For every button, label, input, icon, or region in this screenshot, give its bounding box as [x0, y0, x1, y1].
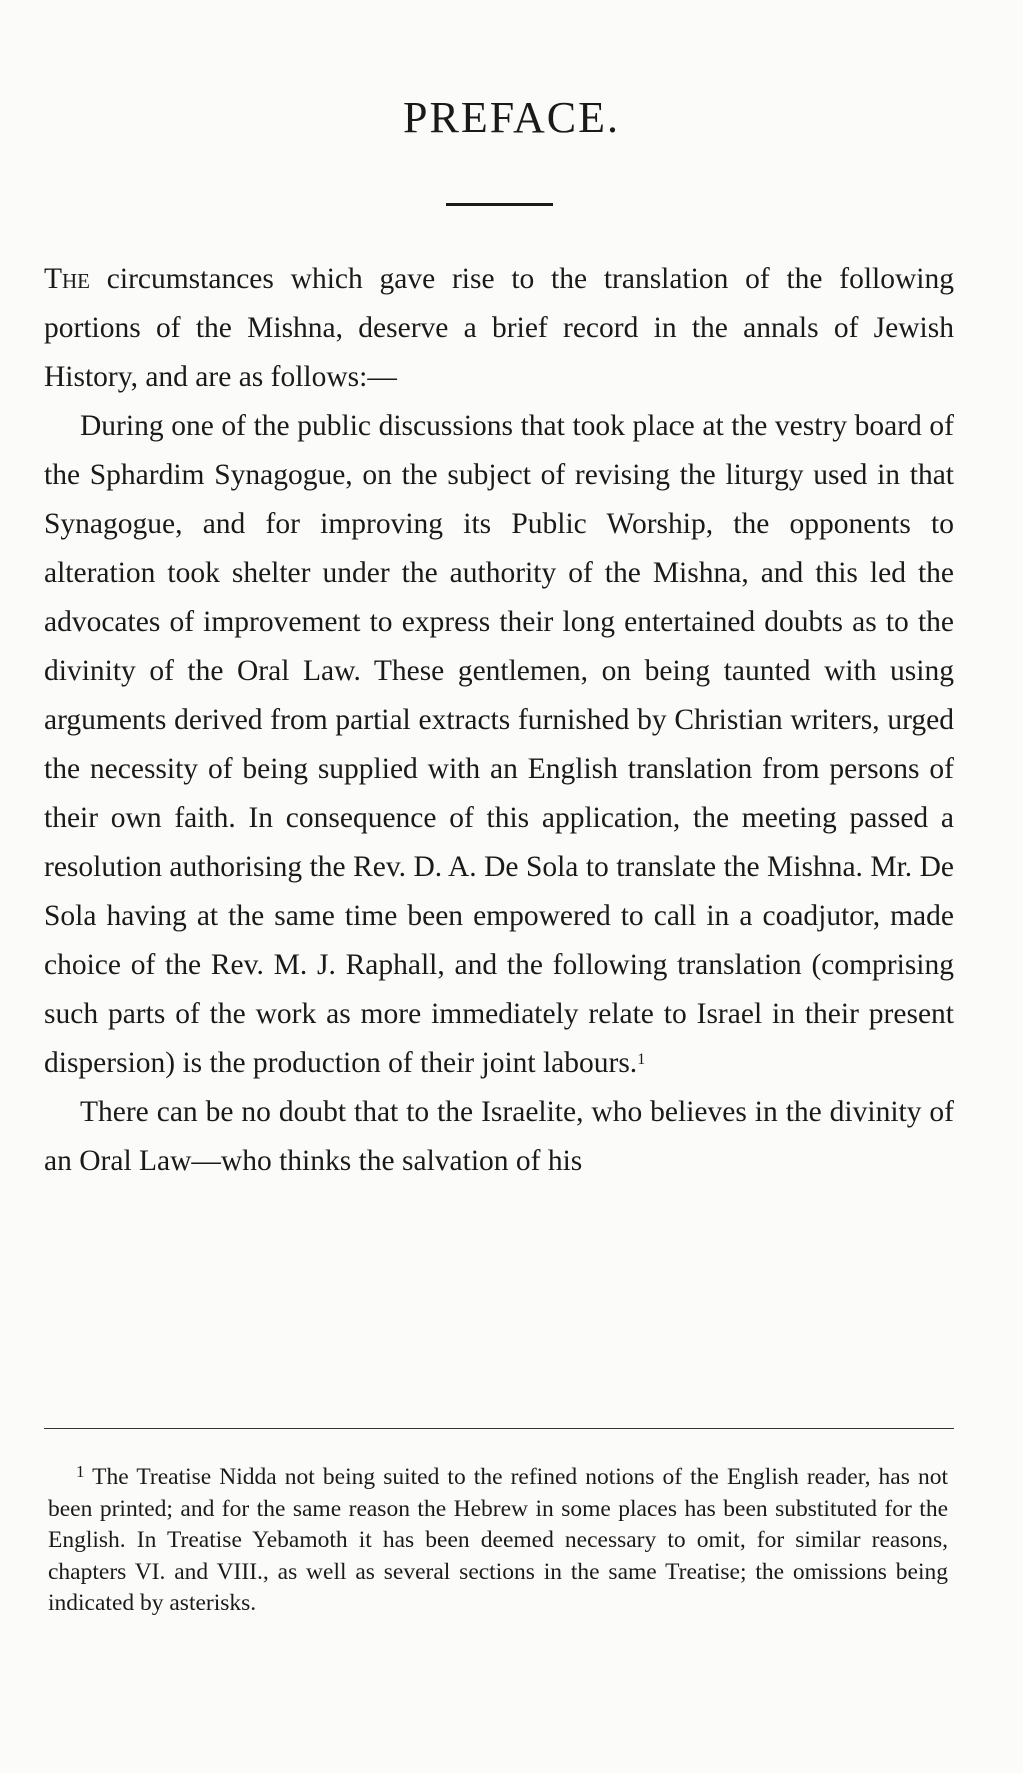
footnote — [48, 1462, 948, 1620]
footnote-text: The Treatise Nidda not being suited to the refined notions of the English reader, has not been printed; and for the same reason the Hebrew in some places has been substituted for the English. In Treatise Yebamoth it has been deemed necessary to omit, for similar reasons, chapters VI. and VIII., as well as several sections in the same Treatise; the omissions being indicated by asterisks. — [48, 1464, 948, 1616]
footnote-divider — [44, 1428, 954, 1429]
footnote-mark: 1 — [76, 1462, 85, 1481]
drop-word: The — [44, 263, 91, 295]
page-title: PREFACE. — [403, 93, 620, 142]
footnote-reference[interactable]: 1 — [637, 1051, 646, 1068]
paragraph-3-text: There can be no doubt that to the Israelite, who believes in the divinity of an Oral Law—who thinks the salvation of his — [44, 1096, 954, 1177]
paragraph-1 — [44, 255, 954, 402]
preface-body — [44, 255, 954, 1186]
paragraph-3 — [44, 1088, 954, 1186]
title-rule — [446, 203, 553, 206]
paragraph-2 — [44, 402, 954, 1088]
paragraph-2-text: During one of the public discussions that took place at the vestry board of the Sphardim Synagogue, on the subject of revising the liturgy used in that Synagogue, and for improving its Public Worship, the opponents to alteration took shelter under the authority of the Mishna, and this led the advocates of improvement to express their long entertained doubts as to the divinity of the Oral Law. These gentlemen, on being taunted with using arguments derived from partial extracts furnished by Christian writers, urged the necessity of being supplied with an English translation from persons of their own faith. In consequence of this application, the meeting passed a resolution authorising the Rev. D. A. De Sola to translate the Mishna. Mr. De Sola having at the same time been empowered to call in a coadjutor, made choice of the Rev. M. J. Raphall, and the following translation (comprising such parts of the work as more immediately relate to Israel in their present dispersion) is the production of their joint labours. — [44, 410, 954, 1079]
paragraph-1-text: circumstances which gave rise to the translation of the following portions of the Mishna, deserve a brief record in the annals of Jewish History, and are as follows:— — [44, 263, 954, 393]
